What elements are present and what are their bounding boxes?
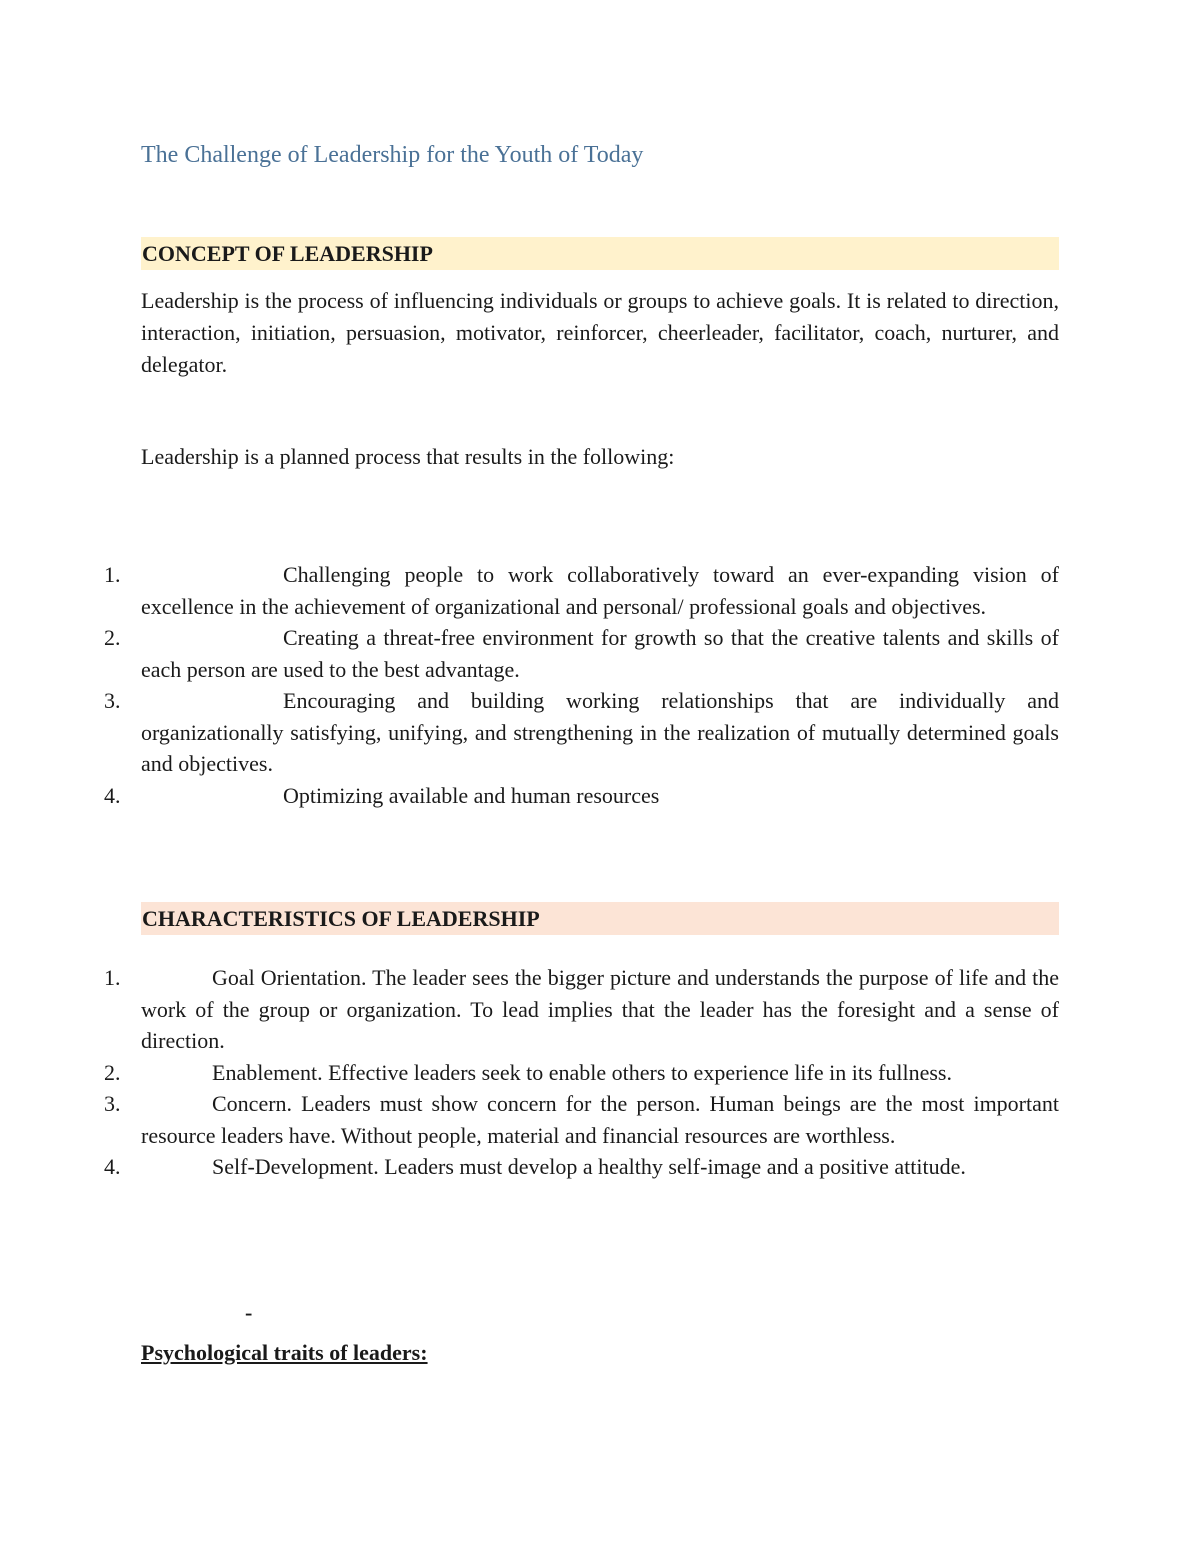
list-item-number: 1. <box>104 562 121 587</box>
list-item <box>0 685 1059 780</box>
concept-definition: Leadership is the process of influencing individuals or groups to achieve goals. It is related to direction, interaction, initiation, persuasion, motivator, reinforcer, cheerleader, facilitator, coach, nurturer, and delegator. <box>141 288 1059 377</box>
list-item-number: 2. <box>104 1059 121 1085</box>
concept-heading: CONCEPT OF LEADERSHIP <box>141 237 1059 270</box>
list-item-number: 3. <box>104 688 121 713</box>
list-item-number: 2. <box>104 625 121 650</box>
list-item-text: Encouraging and building working relationships that are individually and organizationally satisfying, unifying, and strengthening in the realization of mutually determined goals and objectives. <box>141 688 1059 776</box>
list-item-text: Optimizing available and human resources <box>283 782 660 808</box>
list-item-text: Self-Development. Leaders must develop a healthy self-image and a positive attitude. <box>212 1154 966 1179</box>
list-item <box>0 1088 1059 1151</box>
list-item-number: 4. <box>104 782 121 808</box>
psychological-traits-heading: Psychological traits of leaders: <box>141 1340 428 1365</box>
list-item <box>0 1151 1059 1183</box>
list-item-number: 1. <box>104 965 121 990</box>
list-item-number: 4. <box>104 1154 121 1179</box>
characteristics-list <box>0 962 1200 1183</box>
list-item-number: 3. <box>104 1091 121 1116</box>
characteristics-heading: CHARACTERISTICS OF LEADERSHIP <box>141 902 1059 935</box>
list-item-text: Challenging people to work collaboratively toward an ever-expanding vision of excellence in the achievement of organizational and personal/ professional goals and objectives. <box>141 562 1059 619</box>
dash-separator: - <box>245 1300 253 1325</box>
list-item <box>0 559 1059 622</box>
list-item <box>0 962 1059 1057</box>
list-item-text: Enablement. Effective leaders seek to enable others to experience life in its fullness. <box>212 1059 952 1085</box>
document-title: The Challenge of Leadership for the Youth of Today <box>141 142 644 168</box>
list-item-text: Concern. Leaders must show concern for the person. Human beings are the most important resource leaders have. Without people, material and financial resources are worthless. <box>141 1091 1059 1148</box>
results-list <box>0 559 1200 811</box>
list-item-text: Creating a threat-free environment for growth so that the creative talents and skills of each person are used to the best advantage. <box>141 625 1059 682</box>
list-item <box>0 780 1059 812</box>
list-item <box>0 622 1059 685</box>
concept-intro: Leadership is a planned process that results in the following: <box>141 444 675 469</box>
list-item-text: Goal Orientation. The leader sees the bigger picture and understands the purpose of life and the work of the group or organization. To lead implies that the leader has the foresight and a sense of direction. <box>141 965 1059 1053</box>
list-item <box>0 1057 1059 1089</box>
